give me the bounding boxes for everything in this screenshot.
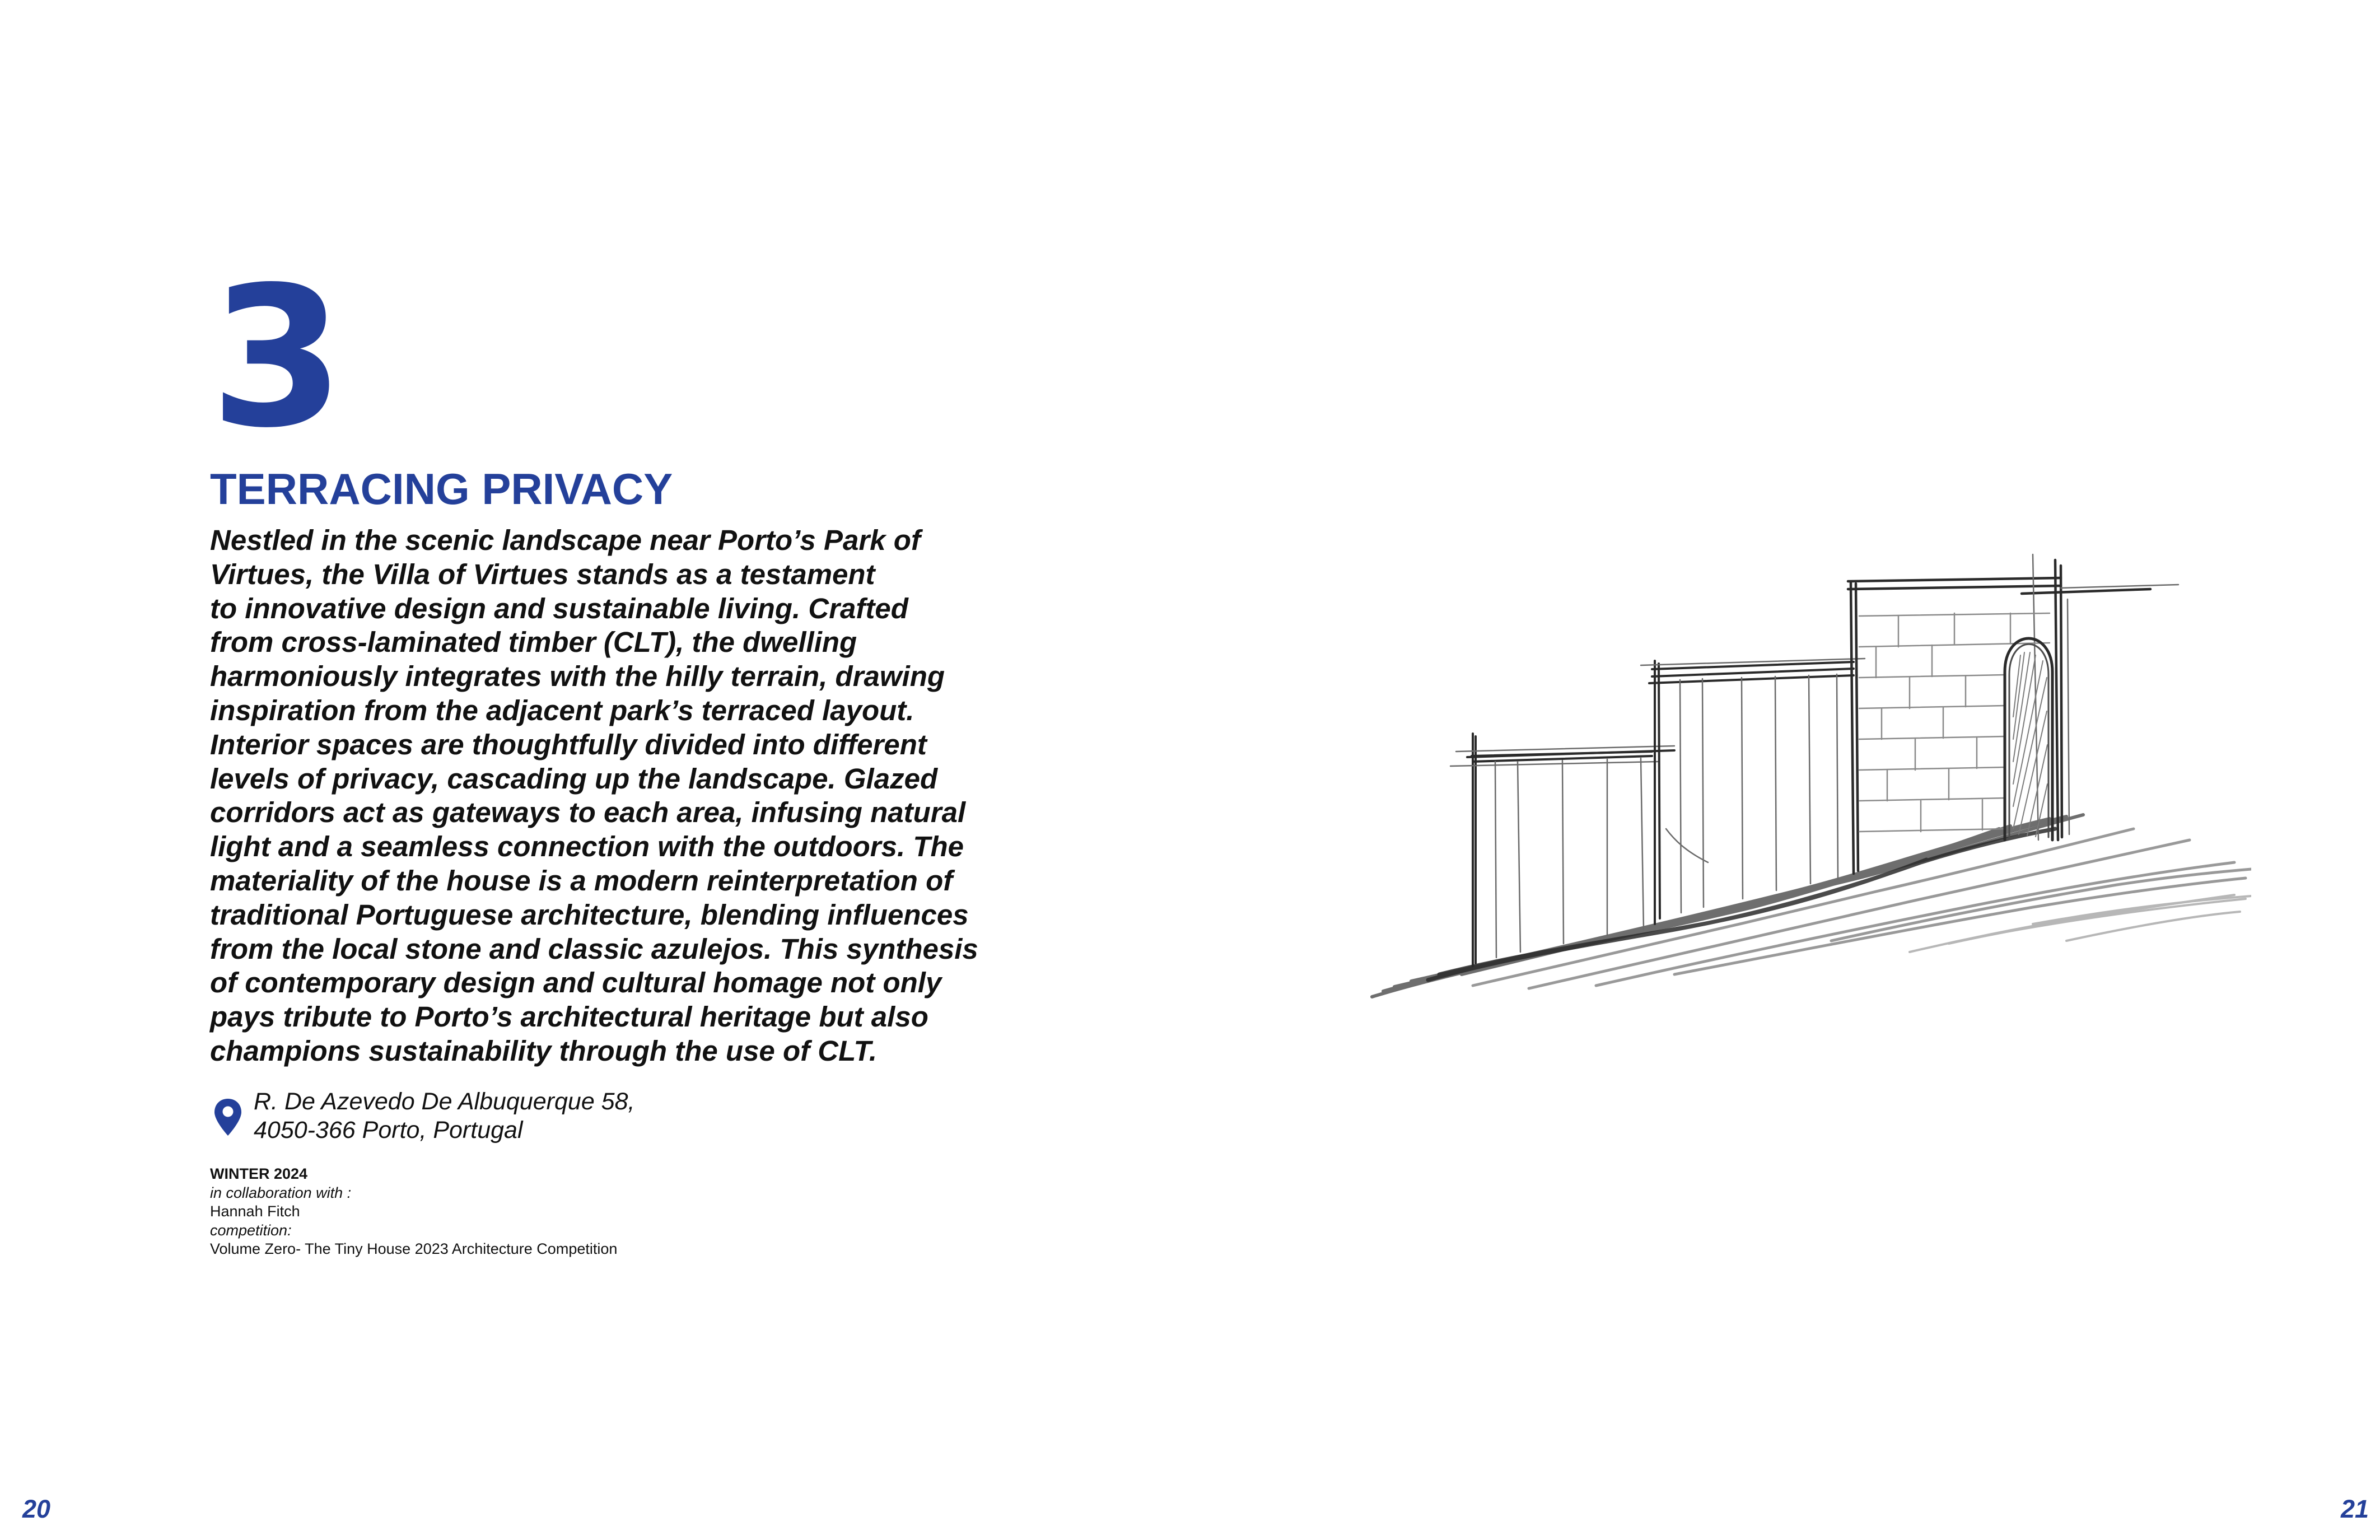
chapter-title: TERRACING PRIVACY <box>210 464 673 514</box>
description-line: harmoniously integrates with the hilly terrain, drawing <box>210 660 945 693</box>
project-credits <box>210 1165 617 1259</box>
description-line: pays tribute to Porto’s architectural heritage but also <box>210 1001 928 1033</box>
description-line: Nestled in the scenic landscape near Porto’s Park of <box>210 524 921 556</box>
project-description <box>210 524 1005 1068</box>
description-line: from cross-laminated timber (CLT), the dwelling <box>210 626 857 659</box>
page-number-right: 21 <box>2341 1495 2369 1523</box>
description-line: corridors act as gateways to each area, infusing natural <box>210 796 966 829</box>
competition-label: competition: <box>210 1221 292 1239</box>
collaboration-label: in collaboration with : <box>210 1184 352 1201</box>
location-pin-icon <box>213 1098 242 1137</box>
house-sketch-illustration <box>1361 549 2251 1025</box>
project-season: WINTER 2024 <box>210 1165 308 1182</box>
competition-name: Volume Zero- The Tiny House 2023 Architecture Competition <box>210 1240 618 1257</box>
description-line: materiality of the house is a modern reinterpretation of <box>210 864 953 897</box>
chapter-number: 3 <box>210 246 339 470</box>
page-number-left: 20 <box>22 1495 51 1523</box>
description-line: Interior spaces are thoughtfully divided into different <box>210 728 927 760</box>
description-line: Virtues, the Villa of Virtues stands as a testament <box>210 558 875 590</box>
description-line: to innovative design and sustainable living. Crafted <box>210 592 908 624</box>
description-line: traditional Portuguese architecture, blending influences <box>210 898 969 931</box>
description-line: levels of privacy, cascading up the landscape. Glazed <box>210 762 938 795</box>
description-line: inspiration from the adjacent park’s terraced layout. <box>210 694 914 726</box>
collaborator-name: Hannah Fitch <box>210 1203 300 1220</box>
description-line: champions sustainability through the use of CLT. <box>210 1034 878 1067</box>
description-line: light and a seamless connection with the outdoors. The <box>210 830 964 863</box>
description-line: from the local stone and classic azulejos. This synthesis <box>210 932 978 965</box>
address-line-1: R. De Azevedo De Albuquerque 58, <box>254 1088 635 1115</box>
address-text <box>254 1088 634 1145</box>
address-line-2: 4050-366 Porto, Portugal <box>254 1117 523 1144</box>
description-line: of contemporary design and cultural homage not only <box>210 967 942 999</box>
